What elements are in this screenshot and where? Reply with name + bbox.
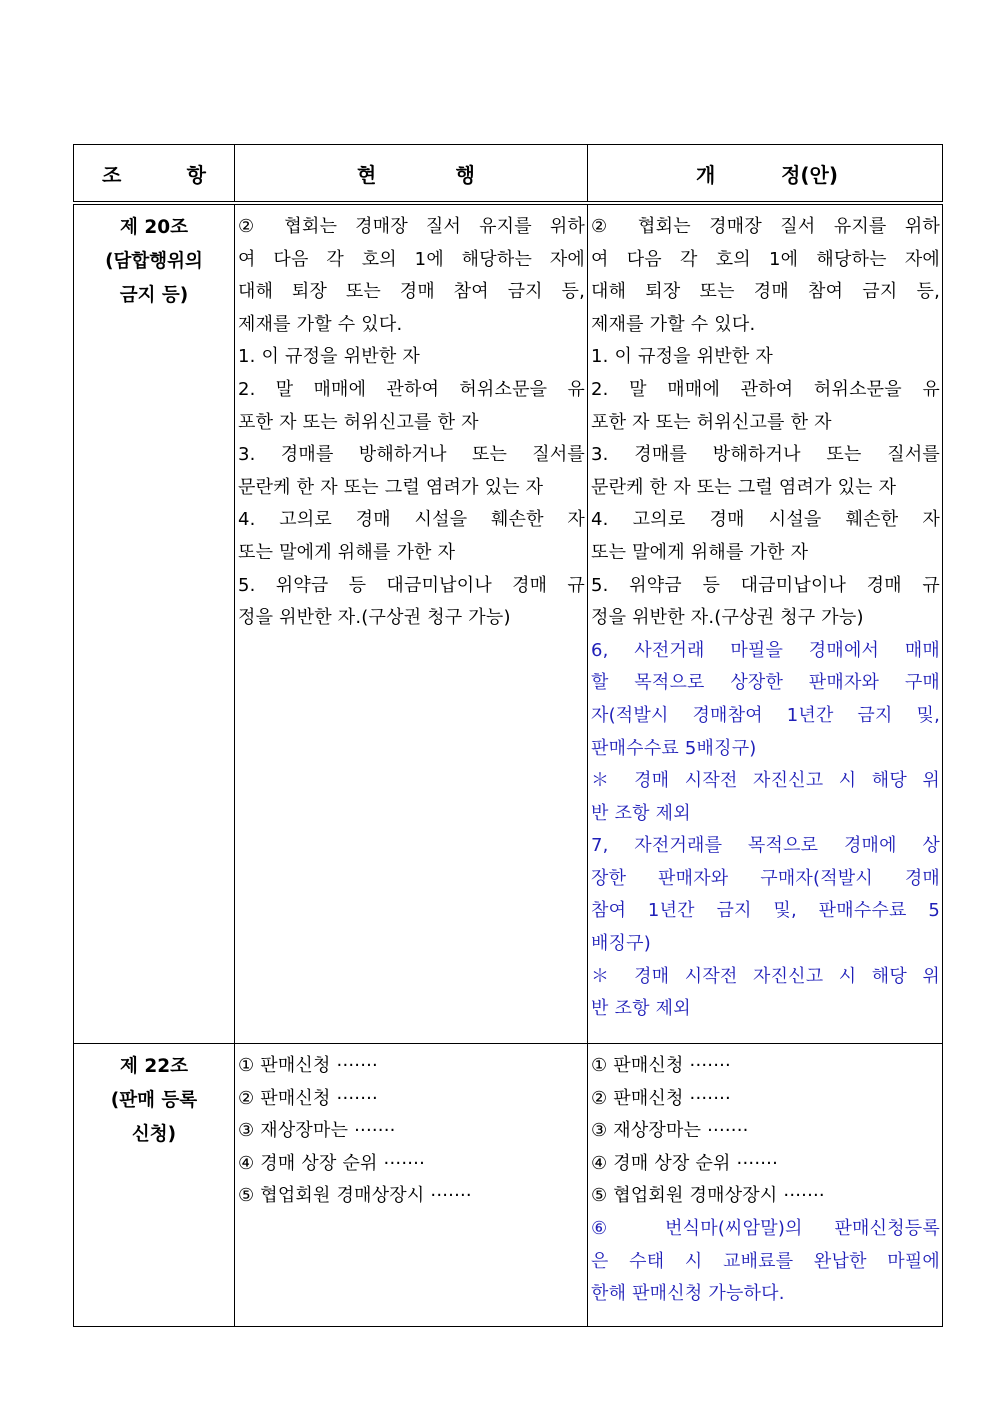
proposed-text	[591, 211, 940, 635]
article-title-line: 신청)	[131, 1124, 177, 1145]
header-current	[235, 145, 588, 204]
text-line: ③ 재상장마는 ·······	[238, 1120, 396, 1142]
proposed-text-cell	[588, 203, 943, 1044]
current-text-cell	[235, 203, 588, 1044]
current-text-cell	[235, 1044, 588, 1327]
text-line: ⑤ 협업회원 경매상장시 ·······	[591, 1185, 825, 1207]
table-row	[74, 203, 943, 1044]
article-cell	[74, 203, 235, 1044]
text-line: 포한 자 또는 허위신고를 한 자	[591, 411, 832, 433]
article-title-line: 금지 등)	[119, 285, 189, 306]
text-line: 또는 말에게 위해를 가한 자	[591, 541, 809, 563]
table-header-row	[74, 145, 943, 204]
text-line: 5. 위약금 등 대금미납이나 경매 규	[591, 574, 940, 596]
text-line: 문란케 한 자 또는 그럴 염려가 있는 자	[591, 476, 897, 498]
text-line: 자(적발시 경매참여 1년간 금지 및,	[591, 704, 940, 726]
header-current-char1: 현	[357, 162, 377, 187]
text-line: 은 수태 시 교배료를 완납한 마필에	[591, 1250, 940, 1272]
text-line: 4. 고의로 경매 시설을 훼손한 자	[238, 509, 585, 531]
text-line: 배징구)	[591, 933, 651, 955]
text-line: ② 판매신청 ·······	[238, 1087, 378, 1109]
text-line: 할 목적으로 상장한 판매자와 구매	[591, 672, 940, 694]
text-line: ④ 경매 상장 순위 ·······	[591, 1152, 779, 1174]
text-line: 대해 퇴장 또는 경매 참여 금지 등,	[238, 281, 585, 303]
article-number: 제 22조	[120, 1056, 188, 1077]
text-line: ② 협회는 경매장 질서 유지를 위하	[238, 216, 585, 237]
article-title-line: (담합행위의	[105, 251, 203, 272]
amendment-comparison-table	[73, 144, 943, 1327]
header-proposed-char1: 개	[696, 162, 716, 187]
text-line: ⑤ 협업회원 경매상장시 ·······	[238, 1185, 472, 1207]
text-line: 반 조항 제외	[591, 998, 691, 1020]
text-line: ＊ 경매 시작전 자진신고 시 해당 위	[591, 965, 940, 987]
text-line: 여 다음 각 호의 1에 해당하는 자에	[591, 248, 940, 270]
proposed-added-text	[591, 1213, 940, 1311]
text-line: ③ 재상장마는 ·······	[591, 1120, 749, 1142]
current-text	[235, 1044, 587, 1219]
text-line: 제재를 가할 수 있다.	[591, 313, 756, 335]
text-line: 또는 말에게 위해를 가한 자	[238, 541, 456, 563]
text-line: 반 조항 제외	[591, 802, 691, 824]
text-line: ＊ 경매 시작전 자진신고 시 해당 위	[591, 770, 940, 792]
text-line: 포한 자 또는 허위신고를 한 자	[238, 411, 479, 433]
text-line: 1. 이 규정을 위반한 자	[238, 346, 420, 368]
text-line: ① 판매신청 ·······	[238, 1055, 378, 1076]
text-line: ⑥ 번식마(씨암말)의 판매신청등록	[591, 1217, 940, 1239]
text-line: 7, 자전거래를 목적으로 경매에 상	[591, 835, 940, 857]
header-article-char1: 조	[102, 162, 122, 187]
text-line: 판매수수료 5배징구)	[591, 737, 757, 759]
text-line: 2. 말 매매에 관하여 허위소문을 유	[591, 378, 940, 400]
text-line: 4. 고의로 경매 시설을 훼손한 자	[591, 509, 940, 531]
header-proposed-char2: 정(안)	[781, 162, 838, 187]
text-line: 문란케 한 자 또는 그럴 염려가 있는 자	[238, 476, 544, 498]
text-line: 1. 이 규정을 위반한 자	[591, 346, 773, 368]
text-line: 2. 말 매매에 관하여 허위소문을 유	[238, 378, 585, 400]
proposed-text	[591, 1050, 940, 1213]
text-line: 3. 경매를 방해하거나 또는 질서를	[591, 444, 940, 466]
header-current-char2: 행	[455, 162, 475, 187]
text-line: 3. 경매를 방해하거나 또는 질서를	[238, 444, 585, 466]
text-line: ④ 경매 상장 순위 ·······	[238, 1152, 426, 1174]
text-line: 정을 위반한 자.(구상권 청구 가능)	[238, 607, 511, 629]
article-cell	[74, 1044, 235, 1327]
amendment-table-page	[73, 144, 942, 1327]
header-proposed	[588, 145, 943, 204]
article-number: 제 20조	[120, 217, 188, 238]
text-line: 6, 사전거래 마필을 경매에서 매매	[591, 639, 940, 661]
proposed-text-cell	[588, 1044, 943, 1327]
proposed-added-text	[591, 635, 940, 1026]
header-article-char2: 항	[186, 162, 206, 187]
text-line: 대해 퇴장 또는 경매 참여 금지 등,	[591, 281, 940, 303]
text-line: 장한 판매자와 구매자(적발시 경매	[591, 867, 940, 889]
text-line: 여 다음 각 호의 1에 해당하는 자에	[238, 248, 585, 270]
article-title-line: (판매 등록	[110, 1090, 198, 1111]
text-line: 참여 1년간 금지 및, 판매수수료 5	[591, 900, 940, 922]
text-line: ② 협회는 경매장 질서 유지를 위하	[591, 216, 940, 237]
text-line: 5. 위약금 등 대금미납이나 경매 규	[238, 574, 585, 596]
table-row	[74, 1044, 943, 1327]
text-line: 한해 판매신청 가능하다.	[591, 1283, 785, 1305]
text-line: ① 판매신청 ·······	[591, 1055, 731, 1076]
header-article	[74, 145, 235, 204]
current-text	[235, 205, 587, 641]
text-line: ② 판매신청 ·······	[591, 1087, 731, 1109]
text-line: 제재를 가할 수 있다.	[238, 313, 403, 335]
text-line: 정을 위반한 자.(구상권 청구 가능)	[591, 607, 864, 629]
